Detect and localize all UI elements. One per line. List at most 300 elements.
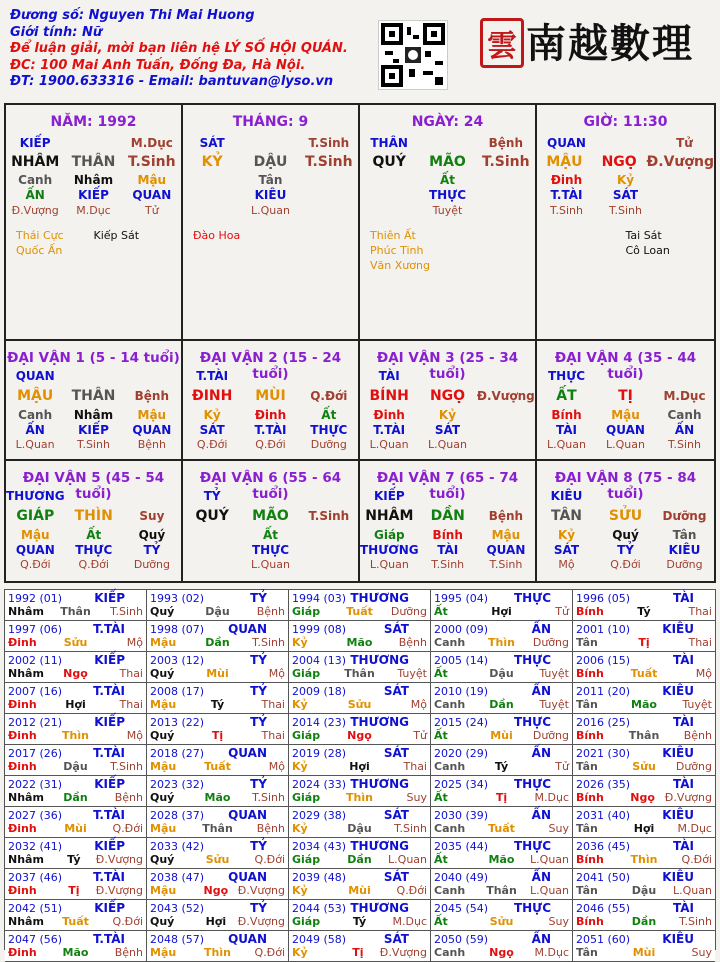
year-branch: Sửu (205, 853, 230, 866)
year-god: T.TÀI (93, 684, 125, 698)
pillar-value: Tử (676, 136, 693, 150)
year-cell (147, 900, 289, 931)
year-branch: Hợi (491, 605, 512, 618)
year-label: 2039 (48) (292, 871, 347, 884)
year-line (292, 715, 427, 729)
year-god: THỰC (513, 901, 551, 915)
pillar-value: NHÂM (11, 154, 60, 170)
year-label: 2012 (21) (8, 716, 63, 729)
growth-state: L.Quan (547, 438, 586, 451)
year-label: 2038 (47) (150, 871, 205, 884)
year-line (150, 684, 285, 698)
year-stem: Quý (150, 853, 175, 866)
year-stem: Bính (576, 667, 604, 680)
year-cell (5, 714, 147, 745)
growth-state: Dưỡng (666, 558, 703, 571)
dai-van-cell (537, 341, 714, 461)
pillar-value: T.Sinh (128, 154, 176, 170)
dai-van-branch: THÌN (74, 508, 113, 524)
year-label: 1999 (08) (292, 623, 347, 636)
year-line (8, 715, 143, 729)
year-state: T.Sinh (252, 636, 285, 649)
year-line (8, 870, 143, 884)
dai-van-state: Bệnh (488, 509, 524, 523)
year-god: TÀI (672, 901, 694, 915)
seal-stamp: 雲 (480, 18, 524, 68)
header-line: ĐT: 1900.633316 - Email: bantuvan@lyso.vn (10, 74, 334, 89)
dai-van-cell (183, 341, 360, 461)
year-branch: Dần (63, 791, 88, 804)
ten-god: KIẾP (78, 423, 109, 437)
year-cell (147, 869, 289, 900)
ten-god: QUAN (15, 543, 55, 557)
pillar-value: T.Sinh (305, 154, 353, 170)
dai-van-branch: NGỌ (429, 388, 466, 404)
dai-van-god: T.TÀI (196, 369, 229, 383)
pillar-row-hid (360, 173, 535, 188)
star-label: Đào Hoa (193, 229, 241, 242)
year-pillar (434, 667, 569, 681)
year-state: Suy (691, 946, 712, 959)
dai-van-stem: MẬU (17, 388, 54, 404)
pillar-row-st (360, 203, 535, 218)
year-state: M.Dục (677, 822, 712, 835)
year-cell (5, 838, 147, 869)
year-branch: Ngọ (203, 884, 229, 897)
pillar-row-ten (537, 188, 714, 203)
year-cell (5, 745, 147, 776)
hidden-stem: Giáp (373, 528, 405, 542)
pillar-row-hid (537, 173, 714, 188)
year-branch: Thân (344, 667, 375, 680)
year-line (150, 932, 285, 946)
year-state: Đ.Vượng (95, 884, 143, 897)
dai-van-cell (537, 461, 714, 581)
growth-state: T.Sinh (77, 438, 110, 451)
growth-state: Q.Đới (196, 438, 228, 451)
ten-god: THỰC (251, 543, 290, 557)
year-line (576, 591, 712, 605)
year-line (150, 622, 285, 636)
year-line (292, 684, 427, 698)
year-branch: Thân (60, 605, 91, 618)
year-label: 2017 (26) (8, 747, 63, 760)
dai-van-stem: QUÝ (195, 508, 229, 524)
year-state: Dưỡng (532, 636, 569, 649)
year-pillar (8, 667, 143, 681)
year-branch: Tý (637, 605, 651, 618)
year-label: 2001 (10) (576, 623, 631, 636)
pillar-row-ten (183, 188, 358, 203)
pillar-value: THỰC (428, 188, 467, 202)
pillar-value: T.Sinh (308, 136, 350, 150)
dai-van-state: T.Sinh (308, 509, 350, 523)
year-branch: Dần (347, 853, 372, 866)
year-cell (573, 776, 715, 807)
year-cell (289, 714, 431, 745)
year-cell (289, 745, 431, 776)
year-branch: Tuất (346, 605, 373, 618)
year-branch: Tý (352, 915, 367, 928)
year-stem: Ất (434, 915, 448, 928)
growth-state: Q.Đới (78, 558, 109, 571)
year-label: 2040 (49) (434, 871, 489, 884)
pillar-row-ten (6, 188, 181, 203)
year-line (150, 901, 285, 915)
pillar-value (655, 173, 714, 188)
blank (477, 369, 535, 384)
dai-van-stem: TÂN (550, 508, 582, 524)
year-line (150, 591, 285, 605)
dai-van-stem: ẤT (556, 388, 577, 404)
year-branch: Mão (204, 791, 231, 804)
year-label: 2021 (30) (576, 747, 631, 760)
pillar-title: NĂM: 1992 (50, 114, 137, 130)
blank (419, 489, 477, 504)
hidden-stem: Nhâm (73, 408, 114, 422)
year-branch: Hợi (65, 698, 86, 711)
year-line (434, 746, 569, 760)
pillar-value (360, 203, 418, 218)
year-stem: Tân (576, 760, 598, 773)
star-label: Tai Sát (625, 229, 662, 242)
year-stem: Ất (434, 667, 448, 680)
year-line (576, 684, 712, 698)
year-state: Mộ (268, 760, 285, 773)
hidden-stem: Ất (262, 528, 278, 542)
header-line: Giới tính: Nữ (10, 24, 103, 40)
year-label: 2031 (40) (576, 809, 631, 822)
blank (123, 369, 181, 384)
year-god: TỶ (250, 591, 267, 605)
year-god: THƯƠNG (350, 777, 409, 791)
year-pillar (292, 853, 427, 867)
year-god: TÀI (672, 839, 694, 853)
year-stem: Quý (150, 915, 175, 928)
year-state: Suy (548, 915, 569, 928)
growth-state: T.Sinh (431, 558, 465, 571)
year-state: Thai (688, 605, 712, 618)
pillar-title: GIỜ: 11:30 (583, 114, 668, 130)
year-god: KIẾP (94, 901, 125, 915)
qr-code-icon[interactable] (378, 20, 448, 90)
dai-van-state: Suy (139, 509, 165, 523)
dai-van-title: ĐẠI VẬN 5 (45 - 54 tuổi) (22, 470, 165, 502)
year-branch: Mão (631, 698, 657, 711)
pillar-value: T.Sinh (609, 204, 642, 217)
year-stem: Mậu (150, 636, 177, 649)
year-state: Dưỡng (390, 605, 427, 618)
growth-state: L.Quan (428, 438, 467, 451)
year-state: Bệnh (114, 791, 143, 804)
ten-god: ẤN (25, 423, 45, 437)
year-label: 2004 (13) (292, 654, 347, 667)
pillar-row-hid (183, 173, 358, 188)
growth-state (477, 438, 535, 451)
year-god: SÁT (383, 684, 409, 698)
year-label: 2036 (45) (576, 840, 631, 853)
year-line (434, 901, 569, 915)
year-label: 2026 (35) (576, 778, 631, 791)
year-pillar (150, 729, 285, 743)
year-label: 2032 (41) (8, 840, 63, 853)
year-branch: Thìn (630, 853, 658, 866)
growth-state: Dưỡng (310, 438, 347, 451)
growth-state: Dưỡng (133, 558, 170, 571)
blank (418, 369, 476, 384)
year-cell (289, 776, 431, 807)
year-state: Bệnh (398, 636, 427, 649)
dai-van-cell (360, 341, 537, 461)
brand-logo: 南越數理 (526, 20, 694, 67)
year-branch: Dần (489, 698, 514, 711)
year-cell (147, 838, 289, 869)
year-branch: Thân (202, 822, 233, 835)
year-branch: Dậu (631, 884, 657, 897)
year-cell (5, 621, 147, 652)
pillar-value: T.TÀI (550, 188, 583, 202)
year-label: 2043 (52) (150, 902, 205, 915)
year-cell (289, 869, 431, 900)
pillar-value: Mậu (137, 173, 167, 187)
year-pillar (576, 853, 712, 867)
star-label (448, 228, 526, 243)
year-stem: Tân (576, 636, 598, 649)
year-branch: Dậu (205, 605, 230, 618)
year-pillar (150, 760, 285, 774)
year-label: 2008 (17) (150, 685, 205, 698)
year-god: THỰC (513, 839, 551, 853)
year-god: TÀI (672, 591, 694, 605)
year-pillar (150, 884, 285, 898)
dai-van-body (360, 369, 535, 451)
star-label (448, 243, 526, 258)
year-branch: Hợi (349, 760, 370, 773)
year-pillar (434, 605, 569, 619)
growth-state: Mộ (558, 558, 575, 571)
hidden-stem: Kỷ (438, 408, 457, 422)
year-line (434, 591, 569, 605)
year-label: 2009 (18) (292, 685, 347, 698)
year-line (8, 653, 143, 667)
year-line (434, 777, 569, 791)
hidden-stem: Kỷ (203, 408, 221, 422)
year-cell (573, 807, 715, 838)
year-state: Mộ (126, 636, 143, 649)
hidden-stem: Tân (672, 528, 697, 542)
year-state: Tử (413, 729, 427, 742)
year-stem: Kỷ (292, 760, 308, 773)
year-state: Tử (555, 760, 569, 773)
pillar-stars (537, 228, 714, 258)
pillar-value: Nhâm (73, 173, 114, 187)
blank (65, 489, 123, 504)
year-line (576, 622, 712, 636)
blank (477, 489, 535, 504)
dai-van-body (183, 489, 358, 571)
year-pillar (150, 667, 285, 681)
year-line (150, 870, 285, 884)
year-state: Mộ (268, 667, 285, 680)
year-state: M.Dục (534, 946, 569, 959)
year-pillar (434, 698, 569, 712)
growth-state: L.Quan (251, 558, 290, 571)
year-label: 2011 (20) (576, 685, 631, 698)
year-label: 2013 (22) (150, 716, 205, 729)
year-label: 2025 (34) (434, 778, 489, 791)
year-branch: Thân (486, 884, 517, 897)
year-line (8, 777, 143, 791)
year-branch: Dần (631, 915, 657, 928)
year-state: Tuyệt (539, 698, 569, 711)
year-state: Thai (261, 698, 285, 711)
year-god: KIẾP (94, 715, 125, 729)
year-stem: Nhâm (8, 605, 44, 618)
year-god: KIÊU (662, 746, 694, 760)
hidden-stem: Đinh (373, 408, 405, 422)
year-stem: Ất (434, 853, 448, 866)
year-cell (431, 931, 573, 962)
pillar-row-big (360, 151, 535, 173)
year-stem: Kỷ (292, 698, 308, 711)
year-stem: Tân (576, 884, 598, 897)
year-line (150, 839, 285, 853)
year-god: THỰC (513, 777, 551, 791)
year-branch: Sửu (489, 915, 514, 928)
year-pillar (292, 667, 427, 681)
year-stem: Giáp (292, 729, 321, 742)
year-stem: Giáp (292, 605, 321, 618)
year-cell (147, 621, 289, 652)
year-cell (573, 869, 715, 900)
growth-state: Q.Đới (610, 558, 641, 571)
year-branch: Ngọ (630, 791, 655, 804)
year-branch: Ngọ (489, 946, 514, 959)
dai-van-branch: MÙI (255, 388, 286, 404)
star-label: Phúc Tinh (370, 244, 424, 257)
pillar-row-st (183, 203, 358, 218)
pillar-value: KIẾP (78, 188, 109, 202)
year-line (292, 901, 427, 915)
year-stem: Nhâm (8, 853, 44, 866)
year-stem: Bính (576, 791, 604, 804)
dai-van-title: ĐẠI VẬN 8 (75 - 84 tuổi) (554, 470, 697, 502)
year-pillar (8, 791, 143, 805)
hidden-stem: Mậu (611, 408, 640, 422)
year-branch: Mùi (632, 946, 656, 959)
star-label: Thái Cực (16, 229, 64, 242)
year-god: T.TÀI (93, 622, 125, 636)
year-state: Q.Đới (254, 853, 285, 866)
year-line (292, 653, 427, 667)
year-state: Bệnh (256, 605, 285, 618)
year-branch: Thìn (488, 636, 515, 649)
dai-van-cell (6, 461, 183, 581)
pillar-value: QUAN (132, 188, 172, 202)
year-god: KIÊU (662, 870, 694, 884)
dai-van-cell (360, 461, 537, 581)
dai-van-branch: MÃO (252, 508, 289, 524)
year-label: 2023 (32) (150, 778, 205, 791)
year-branch: Tý (210, 698, 225, 711)
year-pillar (434, 853, 569, 867)
year-pillar (292, 636, 427, 650)
pillar-value: ẤN (25, 188, 45, 202)
year-stem: Nhâm (8, 667, 44, 680)
year-god: THƯƠNG (350, 653, 409, 667)
year-god: THƯƠNG (350, 839, 409, 853)
dai-van-god: KIẾP (373, 489, 405, 503)
blank (241, 369, 299, 384)
year-stem: Mậu (150, 760, 177, 773)
year-label: 1992 (01) (8, 592, 63, 605)
year-pillar (292, 791, 427, 805)
year-cell (5, 869, 147, 900)
blank (64, 369, 122, 384)
year-state: Đ.Vượng (237, 915, 285, 928)
dai-van-title: ĐẠI VẬN 1 (5 - 14 tuổi) (7, 350, 180, 366)
year-stem: Quý (150, 605, 175, 618)
year-pillar (434, 729, 569, 743)
year-stem: Đinh (8, 636, 37, 649)
year-god: THỰC (513, 715, 551, 729)
year-cell (5, 807, 147, 838)
year-line (576, 901, 712, 915)
four-pillars (4, 103, 716, 341)
year-state: Tuyệt (682, 698, 712, 711)
blank (300, 489, 358, 504)
year-line (8, 746, 143, 760)
year-cell (5, 931, 147, 962)
year-branch: Thìn (62, 729, 89, 742)
year-pillar (576, 915, 712, 929)
year-state: Thai (403, 760, 427, 773)
growth-state: L.Quan (369, 438, 409, 451)
year-line (8, 808, 143, 822)
year-cell (573, 621, 715, 652)
year-state: T.Sinh (110, 760, 143, 773)
dai-van-stem: BÍNH (369, 388, 409, 404)
year-god: KIÊU (662, 932, 694, 946)
dai-van-cell (6, 341, 183, 461)
year-line (434, 932, 569, 946)
ten-god: QUAN (606, 423, 645, 437)
hidden-stem: Ất (321, 408, 337, 422)
year-label: 2045 (54) (434, 902, 489, 915)
hidden-stem: Canh (18, 408, 53, 422)
hidden-stem: Bính (432, 528, 463, 542)
year-god: TỶ (250, 684, 267, 698)
dai-van-title: ĐẠI VẬN 6 (55 - 64 tuổi) (199, 470, 342, 502)
growth-state (300, 558, 358, 571)
year-branch: Tuất (488, 822, 515, 835)
year-label: 2005 (14) (434, 654, 489, 667)
year-pillar (576, 729, 712, 743)
star-label: Cô Loan (625, 244, 670, 257)
dai-van-god: QUAN (15, 369, 55, 383)
pillar-value: Canh (18, 173, 53, 187)
dai-van-grid (4, 341, 716, 583)
year-cell (573, 714, 715, 745)
star-label: Văn Xương (370, 259, 430, 272)
year-branch: Thìn (204, 946, 231, 959)
year-branch: Tị (211, 729, 224, 742)
year-label: 1994 (03) (292, 592, 347, 605)
year-god: KIÊU (662, 622, 694, 636)
year-god: TỶ (250, 901, 267, 915)
year-cell (5, 900, 147, 931)
year-state: Bệnh (683, 729, 712, 742)
